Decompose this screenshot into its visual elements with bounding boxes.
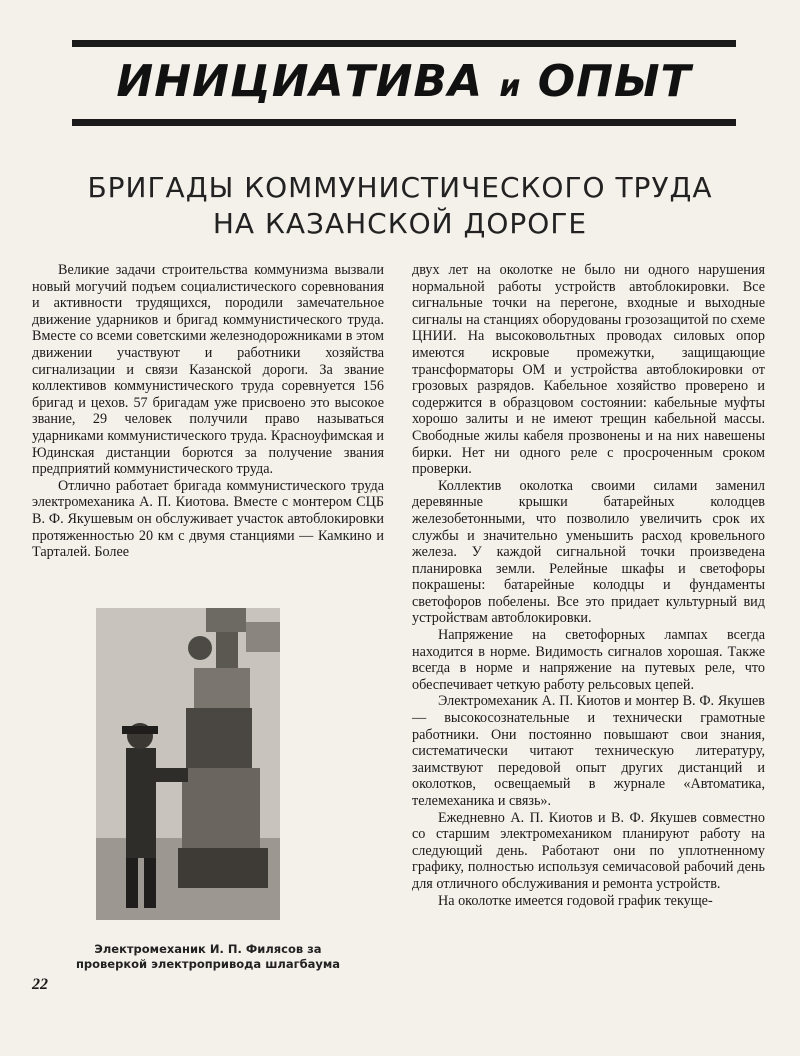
photo-illustration — [96, 608, 280, 920]
photo-caption-line-1: Электромеханик И. П. Филясов за — [94, 942, 322, 956]
article-photo — [96, 608, 280, 920]
article-title-line-2: НА КАЗАНСКОЙ ДОРОГЕ — [212, 207, 588, 240]
rubric-part-2: и — [499, 69, 522, 104]
article-title — [60, 170, 740, 242]
rubric-part-3: ОПЫТ — [537, 56, 692, 107]
paragraph: Отлично работает бригада коммунистического труда электромеханика А. П. Киотова. Вместе с монтером СЦБ В. Ф. Якушевым он обслуживает участок автоблокировки протяженностью 20 км с двумя станциями — Камкино и Тарталей. Более — [32, 477, 384, 561]
paragraph: Напряжение на светофорных лампах всегда находится в норме. Видимость сигналов хорошая. Также всегда в норме и напряжение на путевых реле, что обеспечивает четкую работу рельсовых цепей. — [412, 627, 765, 693]
rubric-title — [72, 54, 736, 115]
paragraph: На околотке имеется годовой график текуще- — [438, 892, 713, 909]
right-column — [412, 262, 765, 909]
section-rubric — [72, 40, 736, 126]
paragraph: двух лет на околотке не было ни одного нарушения нормальной работы устройств автоблокировки. Все сигнальные точки на перегоне, входные и выходные сигналы на станциях оборудованы грозозащитой по схеме ЦНИИ. На высоковольтных проводах силовых опор имеются искровые промежутки, защищающие трансформаторы ОМ и устройства автоблокировки от грозовых разрядов. Кабельное хозяйство проверено и содержится в образцовом состоянии: кабельные муфты хорошо залиты и не имеют трещин кабельной массы. Свободные жилы кабеля прозвонены и на них навешены бирки. Нет ни одного реле с просроченным сроком проверки. — [412, 262, 765, 478]
rubric-bottom-rule — [72, 119, 736, 126]
rubric-part-1: ИНИЦИАТИВА — [116, 56, 484, 107]
article-title-line-1: БРИГАДЫ КОММУНИСТИЧЕСКОГО ТРУДА — [87, 171, 713, 204]
paragraph: Великие задачи строительства коммунизма вызвали новый могучий подъем социалистического соревнования и активности трудящихся, породили замечательное движение ударников и бригад коммунистического труда. Вместе со всеми советскими железнодорожниками в этом движении участвуют и работники хозяйства сигнализации и связи Казанской дороги. За звание коллективов коммунистического труда соревнуется 156 бригад и цехов. 57 бригадам уже присвоено это высокое звание, 29 человек получили право называться ударниками коммунистического труда. Красноуфимская и Юдинская дистанции борются за получение звания предприятий коммунистического труда. — [32, 262, 384, 478]
paragraph: Ежедневно А. П. Киотов и В. Ф. Якушев совместно со старшим электромехаником планируют работу на следующий день. Работают они по уплотненному графику, полностью используя семичасовой рабочий день для отличного обслуживания и ремонта устройств. — [412, 809, 765, 892]
paragraph: Коллектив околотка своими силами заменил деревянные крышки батарейных колодцев железобетонными, что позволило увеличить срок их службы и значительно уменьшить расход кровельного железа. У каждой сигнальной точки произведена планировка земли. Релейные шкафы и светофоры покрашены: батарейные колодцы и фундаменты светофоров побелены. Все это придает культурный вид устройствам автоблокировки. — [412, 477, 765, 627]
photo-caption-line-2: проверкой электропривода шлагбаума — [75, 957, 341, 971]
paragraph: Электромеханик А. П. Киотов и монтер В. Ф. Якушев — высокосознательные и технически грамотные работники. Они постоянно повышают свои знания, систематически читают техническую литературу, заимствуют передовой опыт других дистанций и околотков, освещаемый в журнале «Автоматика, телемеханика и связь». — [412, 693, 765, 809]
page-number: 22 — [32, 976, 48, 993]
left-column — [32, 262, 384, 561]
rubric-top-rule — [72, 40, 736, 47]
photo-caption — [72, 942, 344, 972]
